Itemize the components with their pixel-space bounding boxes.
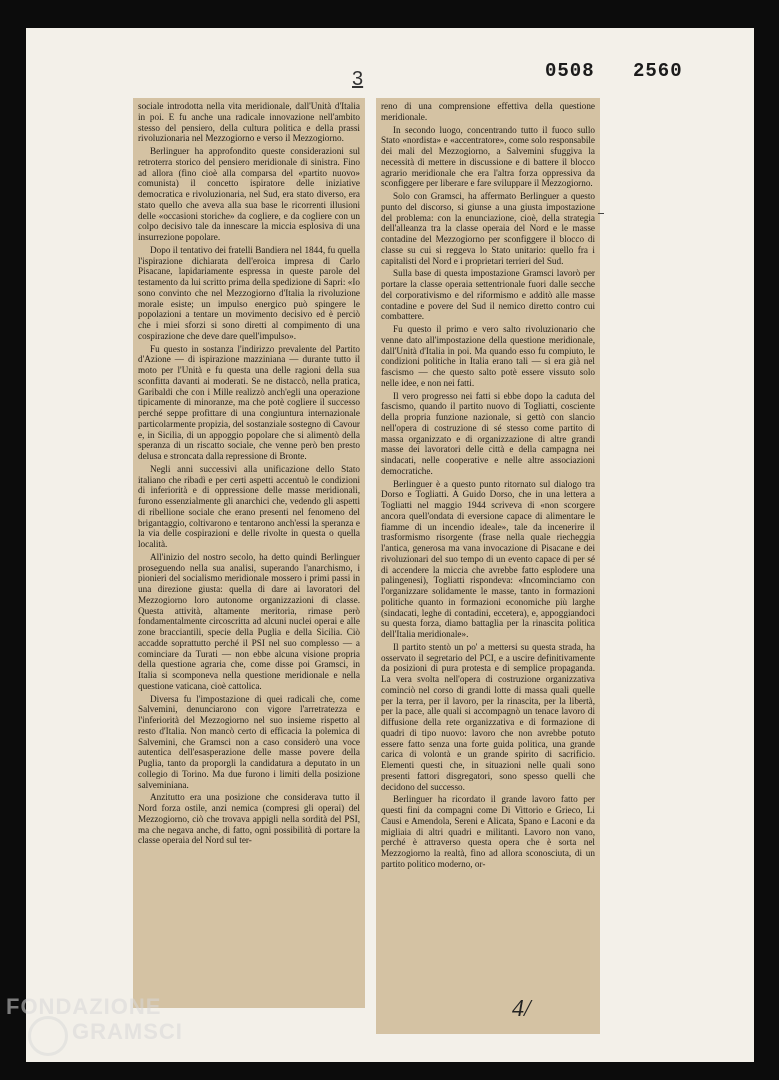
article-column-left <box>138 101 360 1004</box>
page-mark: 3 <box>352 68 364 90</box>
margin-tick <box>598 213 604 214</box>
article-paragraph: All'inizio del nostro secolo, ha detto quindi Berlinguer proseguendo nella sua analisi, superando l'anarchismo, i pionieri del socialismo meridionale mossero i primi passi in una direzione giusta: quella di dare ai lavoratori del Mezzogiorno loro autonome organizzazioni di classe. Questa attività, altamente meritoria, rimase però fondamentalmente circoscritta ad alcuni nuclei operai e alle zone bracciantili, specie della Puglia e della Sicilia. Ciò accadde soprattutto perché il PSI nel suo complesso — a cominciare da Turati — non ebbe alcuna visione propria della questione agraria che, come disse poi Gramsci, in Italia si scomponeva nella questione meridionale e nella questione vaticana, cioè cattolica. <box>138 551 360 691</box>
article-paragraph: Anzitutto era una posizione che considerava tutto il Nord forza ostile, anzi nemica (compresi gli operai) del Mezzogiorno, ciò che trovava appigli nella sordità del PSI, ma che negava anche, di fatto, ogni possibilità di portare la classe operaia del Nord sul ter- <box>138 792 360 846</box>
article-paragraph: Berlinguer è a questo punto ritornato sul dialogo tra Dorso e Togliatti. A Guido Dorso, che in una lettera a Togliatti nel maggio 1944 scriveva di «non scorgere ancora quell'ondata di eversione capace di alimentare le fiamme di un incendio ideale», tale da incenerire il trasformismo risorgente (frase nella quale riecheggia l'antica, generosa ma vana invocazione di Pisacane e dei rivoluzionari del suo tempo di un evento capace di per sé di accendere la miccia che avrebbe fatto esplodere una palingenesi), Togliatti rispondeva: «Incominciamo con l'organizzare solidamente le masse, tanto in formazioni politiche quanto in formazioni economiche più larghe (sindacati, leghe di contadini, eccetera), e, appoggiandoci su questa forza, diamo battaglia per la rinascita politica dell'Italia meridionale». <box>381 478 595 639</box>
article-paragraph: Berlinguer ha approfondito queste considerazioni sul retroterra storico del pensiero meridionale di sinistra. Fino ad allora (fino cioè alla comparsa del «partito nuovo» comunista) il concetto ispiratore delle iniziative democratica e rivoluzionaria, nel Sud, era stato diverso, era stato quello che aveva alla sua base le ricorrenti illusioni delle «occasioni storiche» da cogliere, e da cogliere con un colpo decisivo tale da innescare la miccia esplosiva di una insurrezione popolare. <box>138 146 360 242</box>
article-paragraph: Solo con Gramsci, ha affermato Berlinguer a questo punto del discorso, si giunse a una giusta impostazione del problema: con la enunciazione, cioè, della strategia dell'alleanza tra la classe operaia del Nord e le masse contadine del Mezzogiorno per sconfiggere il blocco di classe su cui si reggeva lo Stato unitario: quello fra i capitalisti del Nord e i proprietari terrieri del Sud. <box>381 191 595 266</box>
article-paragraph: Diversa fu l'impostazione di quei radicali che, come Salvemini, denunciarono con vigore l'arretratezza e l'inferiorità del Mezzogiorno nel suo insieme rispetto al resto d'Italia. Non mancò certo di efficacia la polemica di Salvemini, che Gramsci non a caso considerò una voce autentica dell'esasperazione delle masse povere della Puglia, tanto da proporgli la candidatura a deputato in un collegio di Torino. Ma due furono i limiti della posizione salveminiana. <box>138 693 360 790</box>
article-paragraph: Dopo il tentativo dei fratelli Bandiera nel 1844, fu quella l'ispirazione dichiarata dell'eroica impresa di Carlo Pisacane, lapidariamente espressa in queste parole del testamento da lui scritto prima della spedizione di Sapri: «Io sono convinto che nel Mezzogiorno d'Italia la rivoluzione morale esiste; un impulso energico può spingere le popolazioni a tentare un movimento decisivo ed è perciò che i miei sforzi si sono diretti al compimento di una cospirazione che deve dare quell'impulso». <box>138 244 360 341</box>
article-paragraph: Sulla base di questa impostazione Gramsci lavorò per portare la classe operaia settentrionale fuori dalle secche del corporativismo e del riformismo e additò alle masse contadine e povere del Sud il nemico diretto contro cui combattere. <box>381 268 595 322</box>
article-paragraph: sociale introdotta nella vita meridionale, dall'Unità d'Italia in poi. E fu anche una radicale innovazione nell'ambito stesso del pensiero, della cultura politica e della prassi rivoluzionaria nel Mezzogiorno e verso il Mezzogiorno. <box>138 101 360 144</box>
article-paragraph: Negli anni successivi alla unificazione dello Stato italiano che ribadì e per certi aspetti accentuò le condizioni di inferiorità e di oppressione delle masse meridionali, furono essenzialmente gli anarchici che, vedendo gli aspetti di ribellione sociale che erano presenti nel fenomeno del brigantaggio, coltivarono e tentarono anch'essi la speranza e la via delle cospirazioni e delle rivolte in questa o quella località. <box>138 463 360 549</box>
article-paragraph: Il vero progresso nei fatti si ebbe dopo la caduta del fascismo, quando il partito nuovo di Togliatti, cosciente della propria funzione nazionale, si gettò con slancio nell'opera di costruzione di sé stesso come partito di massa organizzato e di organizzazione di altre grandi masse dei lavoratori delle città e della campagna nei sindacati, nelle cooperative e nelle altre associazioni democratiche. <box>381 390 595 476</box>
foundation-watermark <box>6 994 183 1044</box>
article-paragraph: reno di una comprensione effettiva della questione meridionale. <box>381 101 595 122</box>
newspaper-clipping-left <box>133 98 365 1008</box>
article-paragraph: Il partito stentò un po' a mettersi su questa strada, ha osservato il segretario del PCI, e a uscire definitivamente da posizioni di pura protesta e di semplice propaganda. La vera svolta nell'opera di costruzione organizzativa cominciò nel corso di grandi lotte di massa quali quelle per la terra, per il lavoro, per la rinascita, per la libertà, per la pace, alle quali si accompagnò un tenace lavoro di diffusione della rete organizzativa e di formazione di quadri di tipo nuovo: lavoro che non avrebbe potuto essere fatto senza una forte guida politica, una grande carica di volontà e un grande spirito di sacrificio. Elementi questi che, in situazioni nelle quali sono presenti fattori disgregatori, sono spesso quelli che decidono del successo. <box>381 641 595 792</box>
article-column-right <box>381 101 595 1030</box>
article-paragraph: Fu questo in sostanza l'indirizzo prevalente del Partito d'Azione — di ispirazione mazziniana — durante tutto il moto per l'Unità e fu questa una delle ragioni della sua sconfitta davanti ai moderati. Se ne distaccò, nella pratica, Garibaldi che con i Mille realizzò anch'egli una operazione tipicamente di minoranze, ma che potè cogliere il successo perché seppe profittare di una congiuntura internazionale particolarmente propizia, del sostanziale sostegno di Cavour e, in Sicilia, di un appoggio popolare che si alimentò della speranza di un riscatto sociale, che venne però ben presto delusa e stroncata dalla repressione di Bronte. <box>138 343 360 461</box>
watermark-line-1: FONDAZIONE <box>6 994 162 1019</box>
archive-number-2: 2560 <box>633 60 683 82</box>
article-paragraph: Berlinguer ha ricordato il grande lavoro fatto per questi fini da compagni come Di Vittorio e Grieco, Li Causi e Amendola, Sereni e Alicata, Spano e Laconi e da migliaia di altri quadri e militanti. Lavoro non vano, perché è attraverso questa opera che è sorta nel Mezzogiorno la realtà, fino ad allora sconosciuta, di un partito politico moderno, or- <box>381 794 595 869</box>
article-paragraph: Fu questo il primo e vero salto rivoluzionario che venne dato all'impostazione della questione meridionale, dall'Unità d'Italia in poi. Ma quando esso fu compiuto, le condizioni politiche in Italia erano tali — si era già nel fascismo — che questo salto potè essere vissuto solo nelle idee, e non nei fatti. <box>381 324 595 388</box>
watermark-line-2: GRAMSCI <box>72 1019 183 1044</box>
handwritten-mark: 4/ <box>512 996 531 1022</box>
newspaper-clipping-right <box>376 98 600 1034</box>
article-paragraph: In secondo luogo, concentrando tutto il fuoco sullo Stato «nordista» e «accentratore», come solo responsabile dei mali del Mezzogiorno, a Salvemini sfuggiva la necessità di mettere in discussione e di battere il blocco agrario meridionale che era l'altra forza oppressiva da sconfiggere per liberare e fare sviluppare il Mezzogiorno. <box>381 124 595 189</box>
archive-number-1: 0508 <box>545 60 595 82</box>
